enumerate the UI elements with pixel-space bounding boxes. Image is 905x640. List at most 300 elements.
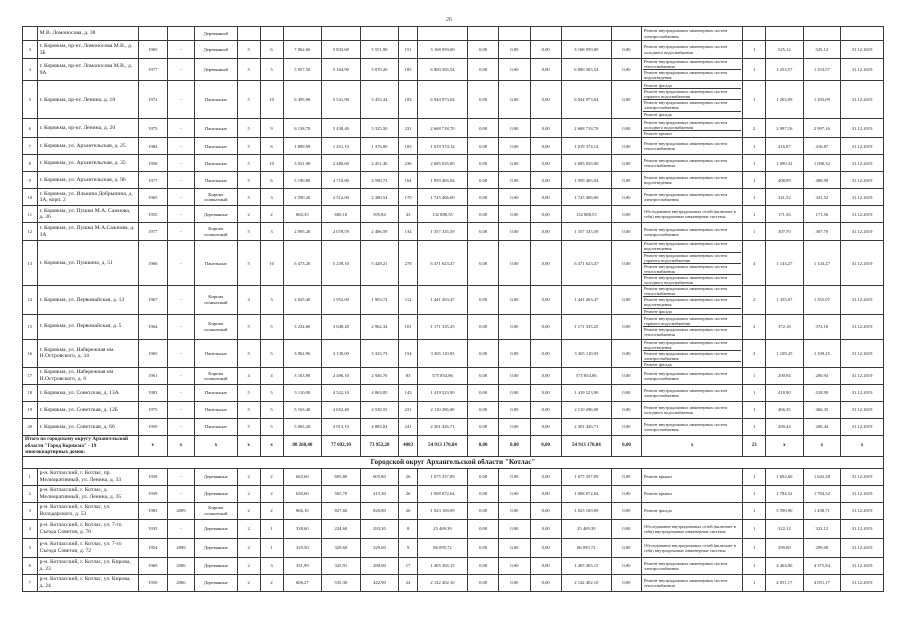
cell-area2: 325,91 [322, 557, 361, 574]
cell-cost: 2 685 035,00 [417, 155, 467, 172]
repair-works-list [642, 419, 743, 436]
table-row [23, 419, 884, 436]
cell-mat: Кирпич силикатный [194, 223, 237, 241]
cell-c2: 0,00 [468, 574, 499, 591]
cell-year: 1965 [138, 189, 167, 206]
cell-cost: 1 959 465,04 [417, 172, 467, 189]
cell-year: 1975 [138, 119, 167, 138]
repair-work-item: Ремонт внутридомовых инженерных систем электроснабжения [644, 560, 728, 571]
cell-c5: 1 075 357,09 [561, 468, 611, 485]
cell-lim: 1 355,07 [803, 286, 841, 314]
repair-work-item: Ремонт фасада [644, 308, 672, 314]
cell-cost: 1 357 335,59 [417, 223, 467, 241]
row-number: 9 [23, 172, 38, 189]
cell-q: 2 [743, 119, 766, 138]
cell-fl: 2 [237, 574, 260, 591]
cell-area: 3 962,96 [283, 339, 322, 367]
cell-c4: 0,00 [530, 502, 561, 519]
repair-works-list [642, 402, 743, 419]
cell-q: 2 [743, 314, 766, 339]
table-row [23, 286, 884, 314]
cell-sp: 408,99 [766, 172, 804, 189]
cell-mat: Панельные [194, 385, 237, 402]
cell-mat: Кирпич силикатный [194, 286, 237, 314]
row-number: 3 [23, 502, 38, 519]
cell-ent: 3 [260, 557, 283, 574]
house-address: г. Коряжма, ул. Илькина Добрынина, д. 3А, корп. 2 [37, 189, 138, 206]
cell-year [138, 27, 167, 41]
cell-lim: 1 109,25 [803, 339, 841, 367]
repair-work-item: Ремонт внутридомовых инженерных систем теплоснабжения [644, 327, 728, 338]
house-address: г. Коряжма, ул. Архангельская, д. 96 [37, 172, 138, 189]
cell-ent: 6 [260, 138, 283, 155]
cell-q: 1 [743, 419, 766, 436]
cell-year2: - [167, 385, 194, 402]
cell-fl: 5 [237, 81, 260, 119]
repair-works-list [642, 557, 743, 574]
cell-lim: 525,12 [803, 41, 841, 59]
cell-fl: 5 [237, 138, 260, 155]
cell-ent: 10 [260, 81, 283, 119]
cell-dt: 31.12.2019 [841, 339, 884, 367]
table-row [23, 502, 884, 519]
cell-cost: 6 471 623,47 [417, 241, 467, 286]
cell-mat: Деревянные [194, 468, 237, 485]
table-row [23, 314, 884, 339]
cell-cost: 1 419 523,90 [417, 385, 467, 402]
house-address: г. Коряжма, ул. Набережная им. Н.Островского, д. 34 [37, 339, 138, 367]
cell-dt: 31.12.2019 [841, 368, 884, 385]
repair-work-item: Ремонт внутридомовых инженерных систем электроснабжения [644, 387, 728, 399]
repair-works-list [642, 485, 743, 502]
cell-year: 1966 [138, 241, 167, 286]
cell-area2: 3 139,00 [322, 339, 361, 367]
cell-ent: 1 [260, 538, 283, 557]
repair-works-list [642, 519, 743, 538]
cell-area3: 4 063,85 [360, 385, 399, 402]
cell-z: 0,00 [611, 538, 641, 557]
cell-cost: 2 110 296,00 [417, 402, 467, 419]
cell-mat: Деревянный [194, 41, 237, 59]
cell-z: 0,00 [611, 574, 641, 591]
cell-year2: - [167, 223, 194, 241]
cell-c4: 0,00 [530, 81, 561, 119]
cell-year2: - [167, 59, 194, 81]
cell-c3: 0,00 [499, 538, 530, 557]
cell-mat: Панельные [194, 339, 237, 367]
total-row [23, 436, 884, 457]
cell-ent: 3 [260, 189, 283, 206]
cell-area2: 2 512,00 [322, 189, 361, 206]
cell-c4: 0,00 [530, 138, 561, 155]
cell-lim [803, 27, 841, 41]
cell-sp: 1 143,27 [766, 241, 804, 286]
cell-cost: 6 944 973,04 [417, 81, 467, 119]
cell-c4: 0,00 [530, 538, 561, 557]
repair-work-item: Ремонт крыши [644, 474, 672, 480]
cell-c4: 0,00 [530, 59, 561, 81]
cell-lim: 200,94 [803, 368, 841, 385]
cell-z: 0,00 [611, 138, 641, 155]
repair-works-list [642, 59, 743, 81]
cell-c3: 0,00 [499, 223, 530, 241]
cell-fl: 2 [237, 502, 260, 519]
cell-year2 [167, 27, 194, 41]
table-row [23, 119, 884, 138]
repair-works-list [642, 368, 743, 385]
cell-sp: 1 692,60 [766, 468, 804, 485]
cell-lim: 1 784,32 [803, 485, 841, 502]
cell-ppl: 17 [399, 557, 418, 574]
cell-ppl: 236 [399, 155, 418, 172]
cell-ent: 6 [260, 172, 283, 189]
cell-c3: 0,00 [499, 519, 530, 538]
cell-cost: 2 301 426,71 [417, 419, 467, 436]
cell-q: 1 [743, 138, 766, 155]
cell-year: 1975 [138, 402, 167, 419]
table-row [23, 59, 884, 81]
row-number: 11 [23, 206, 38, 223]
cell-c5: 1 405 365,15 [561, 557, 611, 574]
cell-sp: 341,52 [766, 189, 804, 206]
cell-area2: 605,80 [322, 468, 361, 485]
cell-c4: 0,00 [530, 402, 561, 419]
cell-cost: 86 095,72 [417, 538, 467, 557]
cell-q: 1 [743, 538, 766, 557]
cell-c5: 25 469,39 [561, 519, 611, 538]
cell-area3: 2 962,34 [360, 314, 399, 339]
cell-ppl: 26 [399, 502, 418, 519]
cell-mat: Кирпич силикатный [194, 502, 237, 519]
cell-ppl: 143 [399, 385, 418, 402]
cell-c5: 2 668 718,70 [561, 119, 611, 138]
cell-fl: 5 [237, 59, 260, 81]
row-number: 16 [23, 339, 38, 367]
cell-year2: - [167, 519, 194, 538]
cell-z: 0,00 [611, 189, 641, 206]
cell-c3: 0,00 [499, 41, 530, 59]
cell-area: 5 957,50 [283, 59, 322, 81]
cell-c5: 1 008 072,64 [561, 485, 611, 502]
cell-sp: 1 109,25 [766, 339, 804, 367]
cell-ent: 2 [260, 574, 283, 591]
cell-ppl: 231 [399, 119, 418, 138]
total-c5: 54 913 170,84 [561, 436, 611, 457]
cell-c2: 0,00 [468, 59, 499, 81]
table-row [23, 468, 884, 485]
repair-work-item: Ремонт внутридомовых инженерных систем холодного водоснабжения [644, 404, 728, 416]
cell-c3: 0,00 [499, 419, 530, 436]
cell-ppl: 83 [399, 368, 418, 385]
cell-c3: 0,00 [499, 468, 530, 485]
cell-c5: 1 725 406,00 [561, 189, 611, 206]
cell-c4: 0,00 [530, 41, 561, 59]
repair-works-list [642, 241, 743, 286]
house-address: р-н. Котласский, г. Котлас, д. Мелиоративный, ул. Ленина, д. 35 [37, 485, 138, 502]
cell-lim: 299,00 [803, 538, 841, 557]
cell-c4: 0,00 [530, 557, 561, 574]
cell-lim: 2 997,16 [803, 119, 841, 138]
cell-q: 4 [743, 241, 766, 286]
cell-c5: 2 301 426,71 [561, 419, 611, 436]
cell-z: 0,00 [611, 81, 641, 119]
total-area: 80 268,40 [283, 436, 322, 457]
cell-c5: 3 168 959,00 [561, 41, 611, 59]
repair-works-list [642, 206, 743, 223]
cell-cost: 3 365 110,93 [417, 339, 467, 367]
cell-q [743, 27, 766, 41]
table-row [23, 368, 884, 385]
repair-work-item: Обследование внутридомовых сетей (включает в себя) внутридомовые инженерные системы [644, 209, 736, 220]
cell-cost: 1 441 263,47 [417, 286, 467, 314]
repair-work-item: Ремонт фасада [643, 83, 741, 89]
cell-sp: 4 051,17 [766, 574, 804, 591]
cell-area: 6 495,90 [283, 81, 322, 119]
cell-z: 0,00 [611, 519, 641, 538]
cell-sp: 466,35 [766, 402, 804, 419]
cell-dt: 31.12.2019 [841, 189, 884, 206]
cell-z: 0,00 [611, 468, 641, 485]
capital-repair-table-sheet [22, 26, 884, 592]
cell-fl: 5 [237, 189, 260, 206]
repair-work-item: Ремонт внутридомовых инженерных систем водоотведения [644, 70, 728, 81]
cell-q: 1 [743, 155, 766, 172]
cell-ent: 5 [260, 419, 283, 436]
repair-work-item: Ремонт фасада [644, 111, 672, 117]
total-area2: 77 692,10 [322, 436, 361, 457]
cell-year2: - [167, 206, 194, 223]
cell-dt: 31.12.2019 [841, 172, 884, 189]
cell-sp: 2 997,16 [766, 119, 804, 138]
cell-sp: 1 203,09 [766, 81, 804, 119]
cell-ent: 5 [260, 402, 283, 419]
cell-mat: Деревянные [194, 485, 237, 502]
cell-z: 0,00 [611, 119, 641, 138]
cell-c3: 0,00 [499, 385, 530, 402]
table-row [23, 519, 884, 538]
cell-c3: 0,00 [499, 155, 530, 172]
cell-year: 1977 [138, 172, 167, 189]
cell-area3: 2 451,40 [360, 155, 399, 172]
cell-dt: 31.12.2019 [841, 519, 884, 538]
cell-ppl: 43 [399, 206, 418, 223]
cell-area: 866,10 [283, 502, 322, 519]
cell-mat: Деревянные [194, 557, 237, 574]
cell-ppl: 9 [399, 538, 418, 557]
total-label: Итого по городскому округу Архангельской области "Город Коряжма" - 19 многоквартирных домов: [23, 436, 139, 457]
cell-lim: 341,52 [803, 189, 841, 206]
section-title: Городской округ Архангельской области "Котлас" [23, 456, 884, 468]
cell-year2: - [167, 286, 194, 314]
cell-area3: 2 946,76 [360, 368, 399, 385]
repair-works-list [642, 574, 743, 591]
cell-c4: 0,00 [530, 468, 561, 485]
house-address: г. Коряжма, ул. Первомайская, д. 5 [37, 314, 138, 339]
cell-z: 0,00 [611, 155, 641, 172]
repair-work-item: Ремонт внутридомовых инженерных систем электроснабжения [644, 192, 728, 203]
cell-area2: 827,60 [322, 502, 361, 519]
cell-lim: 1 143,27 [803, 241, 841, 286]
table-row [23, 27, 884, 41]
cell-c2: 0,00 [468, 339, 499, 367]
cell-q: 1 [743, 485, 766, 502]
cell-c5: 1 441 263,47 [561, 286, 611, 314]
repair-work-item: Ремонт внутридомовых инженерных систем электроснабжения [644, 370, 728, 382]
repair-work-item: Ремонт крыши [644, 131, 672, 137]
cell-lim: 418,90 [803, 385, 841, 402]
cell-z: 0,00 [611, 223, 641, 241]
cell-mat: Деревянный [194, 59, 237, 81]
cell-cost: 2 142 402,10 [417, 574, 467, 591]
cell-lim: 171,56 [803, 206, 841, 223]
total-sp: x [766, 436, 804, 457]
row-number: 18 [23, 385, 38, 402]
cell-c3: 0,00 [499, 574, 530, 591]
cell-sp: 1 090,32 [766, 155, 804, 172]
table-row [23, 241, 884, 286]
total-works: x [642, 436, 743, 457]
cell-area2: 3 048,20 [322, 314, 361, 339]
cell-fl: 5 [237, 223, 260, 241]
cell-area3: 415,30 [360, 485, 399, 502]
repair-work-item: Ремонт внутридомовых инженерных систем электроснабжения [644, 226, 728, 237]
cell-ent: 5 [260, 385, 283, 402]
cell-year2: - [167, 402, 194, 419]
repair-works-list [642, 286, 743, 314]
repair-works-list [642, 538, 743, 557]
cell-sp: 299,00 [766, 538, 804, 557]
cell-year2: - [167, 468, 194, 485]
cell-sp: 307,70 [766, 223, 804, 241]
cell-year: 1984 [138, 138, 167, 155]
cell-year2: - [167, 485, 194, 502]
cell-dt: 31.12.2019 [841, 81, 884, 119]
cell-c2: 0,00 [468, 286, 499, 314]
cell-c2: 0,00 [468, 468, 499, 485]
house-address: р-н. Котласский, г. Котлас, ул. 7-го Съезда Советов, д. 70 [37, 519, 138, 538]
total-ent: x [260, 436, 283, 457]
cell-c2: 0,00 [468, 419, 499, 436]
cell-area3: 5 325,50 [360, 119, 399, 138]
cell-c2: 0,00 [468, 138, 499, 155]
cell-q: 1 [743, 223, 766, 241]
cell-area2: 4 522,10 [322, 385, 361, 402]
cell-area3: 3 323,73 [360, 339, 399, 367]
cell-dt: 31.12.2019 [841, 419, 884, 436]
cell-ppl: 154 [399, 339, 418, 367]
cell-mat: Деревянный [194, 27, 237, 41]
repair-work-item: Ремонт внутридомовых инженерных систем водоотведения [643, 340, 741, 351]
cell-c4: 0,00 [530, 519, 561, 538]
cell-sp: 372,18 [766, 314, 804, 339]
cell-dt: 31.12.2019 [841, 557, 884, 574]
cell-z: 0,00 [611, 314, 641, 339]
table-row [23, 81, 884, 119]
cell-area2: 4 710,80 [322, 172, 361, 189]
house-address: г. Коряжма, ул. Пушкина, д. 51 [37, 241, 138, 286]
repair-works-list [642, 314, 743, 339]
cell-ppl: 170 [399, 189, 418, 206]
cell-year: 1969 [138, 557, 167, 574]
cell-sp: 171,56 [766, 206, 804, 223]
cell-z: 0,00 [611, 59, 641, 81]
repair-work-item: Ремонт внутридомовых инженерных систем теплоснабжения [643, 286, 741, 297]
cell-area: 7 062,60 [283, 41, 322, 59]
cell-cost: 1 725 406,00 [417, 189, 467, 206]
cell-ent: 2 [260, 502, 283, 519]
cell-z: 0,00 [611, 241, 641, 286]
table-row [23, 402, 884, 419]
total-z: 0,00 [611, 436, 641, 457]
cell-area3: 329,60 [360, 538, 399, 557]
cell-ppl: 26 [399, 485, 418, 502]
cell-c5: 1 357 335,59 [561, 223, 611, 241]
total-mat: x [194, 436, 237, 457]
cell-ent: 6 [260, 41, 283, 59]
cell-year2: - [167, 189, 194, 206]
cell-mat: Панельные [194, 81, 237, 119]
row-number: 6 [23, 119, 38, 138]
cell-q: 1 [743, 41, 766, 59]
cell-cost: 1 405 365,15 [417, 557, 467, 574]
cell-fl: 2 [237, 468, 260, 485]
cell-area3: 4 530,55 [360, 402, 399, 419]
cell-q: 1 [743, 402, 766, 419]
cell-c3: 0,00 [499, 172, 530, 189]
cell-area2: 1 952,00 [322, 286, 361, 314]
cell-fl: 5 [237, 385, 260, 402]
cell-c5: 1 023 169,09 [561, 502, 611, 519]
cell-area3: 442,90 [360, 574, 399, 591]
repair-works-list [642, 339, 743, 367]
cell-area2: 329,60 [322, 538, 361, 557]
cell-dt: 31.12.2019 [841, 138, 884, 155]
cell-area3: 2 486,59 [360, 223, 399, 241]
cell-area [283, 27, 322, 41]
cell-c5: 86 095,72 [561, 538, 611, 557]
cell-c2: 0,00 [468, 402, 499, 419]
cell-year: 1958 [138, 155, 167, 172]
cell-q: 1 [743, 557, 766, 574]
cell-area: 5 190,80 [283, 172, 322, 189]
row-number: 2 [23, 485, 38, 502]
cell-year2: 2006 [167, 574, 194, 591]
cell-area2: 5 164,90 [322, 59, 361, 81]
cell-c5: 1 019 374,14 [561, 138, 611, 155]
cell-lim: 1 438,71 [803, 502, 841, 519]
cell-cost: 25 469,39 [417, 519, 467, 538]
cell-c2: 0,00 [468, 557, 499, 574]
cell-mat: Панельные [194, 119, 237, 138]
repair-work-item: Ремонт внутридомовых инженерных систем водоотведения [644, 175, 728, 186]
cell-ent [260, 27, 283, 41]
cell-year: 1955 [138, 206, 167, 223]
cell-sp: 3 590,90 [766, 502, 804, 519]
cell-z: 0,00 [611, 172, 641, 189]
cell-ent: 2 [260, 485, 283, 502]
repair-work-item: Ремонт внутридомовых инженерных систем теплоснабжения [643, 59, 741, 70]
cell-area2: 5 438,40 [322, 119, 361, 138]
repair-work-item: Ремонт внутридомовых инженерных систем водоотведения [643, 297, 741, 308]
cell-area: 1 899,99 [283, 138, 322, 155]
cell-z: 0,00 [611, 385, 641, 402]
house-address: г. Коряжма, пр-кт. Ленина, д. 18 [37, 81, 138, 119]
cell-year2: - [167, 119, 194, 138]
row-number: 19 [23, 402, 38, 419]
cell-area3: 820,80 [360, 502, 399, 519]
row-number: 1 [23, 468, 38, 485]
cell-area: 329,50 [283, 538, 322, 557]
